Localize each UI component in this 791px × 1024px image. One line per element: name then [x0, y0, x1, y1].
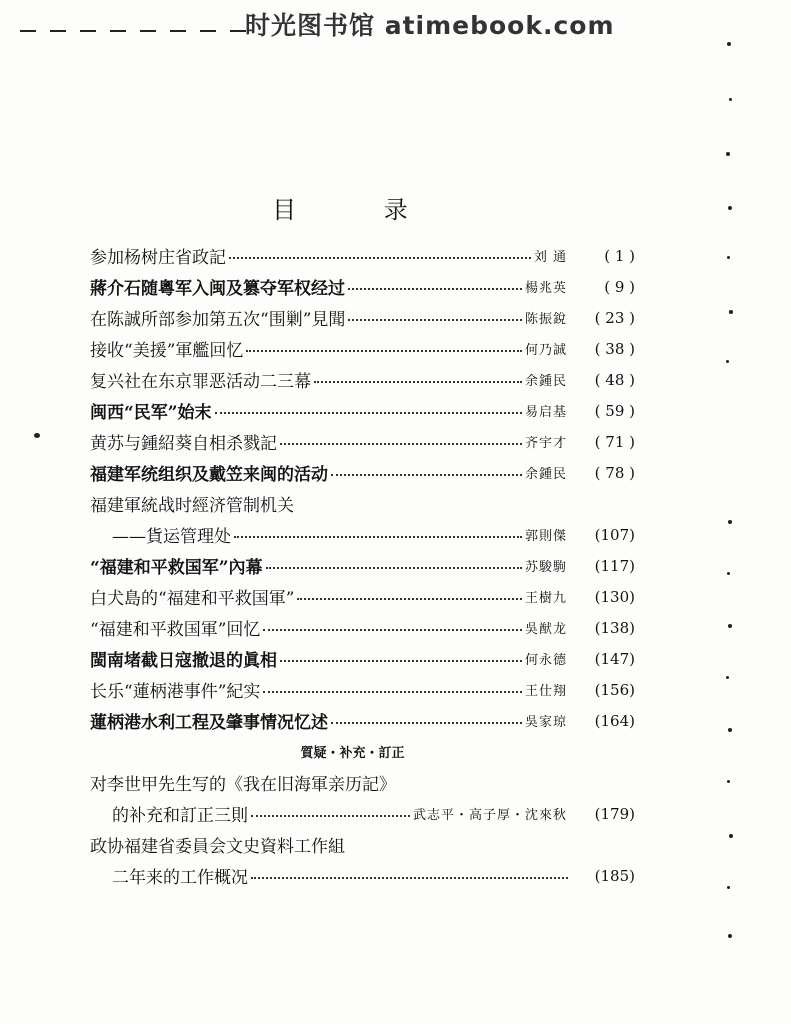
leader-dots	[331, 721, 522, 724]
entry-page: (138)	[594, 618, 635, 637]
scan-speck	[728, 624, 732, 628]
entry-title: 的补充和訂正三則	[112, 806, 248, 826]
entry-author: 武志平・高子厚・沈來秋	[412, 808, 567, 823]
toc-entry[interactable]	[90, 643, 635, 674]
scan-speck	[726, 152, 730, 156]
entry-author: 余鍾民	[524, 374, 567, 389]
scan-speck	[727, 886, 730, 889]
leader-dots	[348, 287, 522, 290]
toc-entry[interactable]	[90, 581, 635, 612]
leader-dots	[234, 535, 522, 538]
entry-title: 二年来的工作概况	[112, 868, 248, 888]
entry-title: 政协福建省委員会文史資料工作組	[90, 837, 345, 857]
entry-title: 閩南堵截日寇撤退的眞相	[90, 651, 277, 671]
scan-speck	[728, 934, 732, 938]
entry-author: 何永德	[524, 653, 567, 668]
toc-entry[interactable]	[90, 519, 635, 550]
toc-entry[interactable]	[90, 550, 635, 581]
entry-title: 接收“美援”軍艦回忆	[90, 341, 244, 361]
entry-title: “福建和平救国軍”回忆	[90, 620, 261, 640]
entry-author: 楊兆英	[524, 281, 567, 296]
leader-dots	[229, 256, 531, 259]
entry-page: ( 9 )	[604, 277, 635, 296]
leader-dots	[251, 814, 410, 817]
entry-page: (179)	[594, 804, 635, 823]
entry-author: 刘 通	[533, 250, 567, 265]
entry-author: 陈振銳	[524, 312, 567, 327]
entry-author: 苏駿駒	[524, 560, 567, 575]
toc-entry-heading[interactable]	[90, 829, 635, 860]
leader-dots	[215, 411, 522, 414]
toc-entry[interactable]	[90, 240, 635, 271]
entry-author: 齐宇才	[524, 436, 567, 451]
toc-entry[interactable]	[90, 705, 635, 736]
entry-page: ( 38 )	[594, 339, 635, 358]
entry-title: 蓮柄港水利工程及肇事情况忆述	[90, 713, 328, 733]
entry-page: (156)	[594, 680, 635, 699]
entry-page: ( 48 )	[594, 370, 635, 389]
entry-title: 福建軍統战时經济管制机关	[90, 496, 294, 516]
toc-entry-heading[interactable]	[90, 488, 635, 519]
leader-dots	[266, 566, 522, 569]
entry-page: ( 71 )	[594, 432, 635, 451]
scan-speck	[729, 310, 733, 314]
entry-author: 何乃誠	[524, 343, 567, 358]
scan-speck	[727, 42, 731, 46]
leader-dots	[331, 473, 522, 476]
leader-dots	[280, 659, 522, 662]
toc-entry[interactable]	[90, 457, 635, 488]
toc-entry[interactable]	[90, 333, 635, 364]
scan-speck	[727, 256, 730, 259]
scan-speck	[34, 433, 40, 438]
toc-entry[interactable]	[90, 674, 635, 705]
toc-entry[interactable]	[90, 798, 635, 829]
entry-title: 白犬島的“福建和平救国軍”	[90, 589, 295, 609]
entry-author: 余鍾民	[524, 467, 567, 482]
entry-title: 闽西“民军”始末	[90, 403, 212, 423]
dashed-rule	[20, 18, 246, 32]
entry-page: (164)	[594, 711, 635, 730]
scan-speck	[729, 834, 733, 838]
toc-entry[interactable]	[90, 612, 635, 643]
toc-entry[interactable]	[90, 426, 635, 457]
entry-title: 蔣介石随粵军入闽及篡夺军权经过	[90, 279, 345, 299]
section-heading: 質疑・补充・訂正	[300, 746, 405, 761]
leader-dots	[297, 597, 522, 600]
leader-dots	[348, 318, 522, 321]
entry-author: 吳家琼	[524, 715, 567, 730]
scan-speck	[728, 206, 732, 210]
entry-page: ( 1 )	[604, 246, 635, 265]
entry-title: 复兴社在东京罪恶活动二三幕	[90, 372, 311, 392]
scan-speck	[728, 728, 732, 732]
entry-author: 王樹九	[524, 591, 567, 606]
leader-dots	[263, 690, 522, 693]
entry-title: 参加杨树庄省政記	[90, 248, 226, 268]
entry-page: (147)	[594, 649, 635, 668]
toc-entry[interactable]	[90, 271, 635, 302]
scan-speck	[727, 572, 730, 575]
scan-speck	[728, 520, 732, 524]
entry-page: ( 78 )	[594, 463, 635, 482]
entry-title: 福建军统组织及戴笠来闽的活动	[90, 465, 328, 485]
entry-page: (130)	[594, 587, 635, 606]
entry-page: ( 23 )	[594, 308, 635, 327]
watermark: 时光图书馆 atimebook.com	[245, 11, 615, 40]
leader-dots	[263, 628, 522, 631]
leader-dots	[314, 380, 522, 383]
scan-speck	[726, 676, 729, 679]
entry-title: “福建和平救国军”內幕	[90, 558, 263, 578]
entry-author: 王仕翔	[524, 684, 567, 699]
leader-dots	[251, 876, 568, 879]
scan-speck	[726, 360, 729, 363]
toc-entry[interactable]	[90, 395, 635, 426]
entry-title: 长乐“蓮柄港事件”紀实	[90, 682, 261, 702]
entry-title: ——貨运管理处	[112, 527, 231, 547]
toc-entry[interactable]	[90, 302, 635, 333]
entry-title: 对李世甲先生写的《我在旧海軍亲历記》	[90, 775, 396, 795]
toc-entry-heading[interactable]	[90, 767, 635, 798]
entry-author: 吳猷龙	[524, 622, 567, 637]
leader-dots	[280, 442, 522, 445]
entry-page: ( 59 )	[594, 401, 635, 420]
entry-page: (117)	[594, 556, 635, 575]
entry-author: 郭則傑	[524, 529, 567, 544]
page-title: 目 录	[272, 196, 448, 224]
entry-author: 易启基	[524, 405, 567, 420]
scan-speck	[729, 98, 732, 101]
scan-speck	[727, 780, 730, 783]
entry-title: 黄苏与鍾紹葵自相杀戮記	[90, 434, 277, 454]
toc-entry[interactable]	[90, 860, 635, 891]
table-of-contents	[90, 240, 635, 891]
entry-page: (107)	[594, 525, 635, 544]
toc-entry[interactable]	[90, 364, 635, 395]
entry-title: 在陈誠所部参加第五次“围剿”見聞	[90, 310, 346, 330]
entry-page: (185)	[594, 866, 635, 885]
leader-dots	[246, 349, 522, 352]
